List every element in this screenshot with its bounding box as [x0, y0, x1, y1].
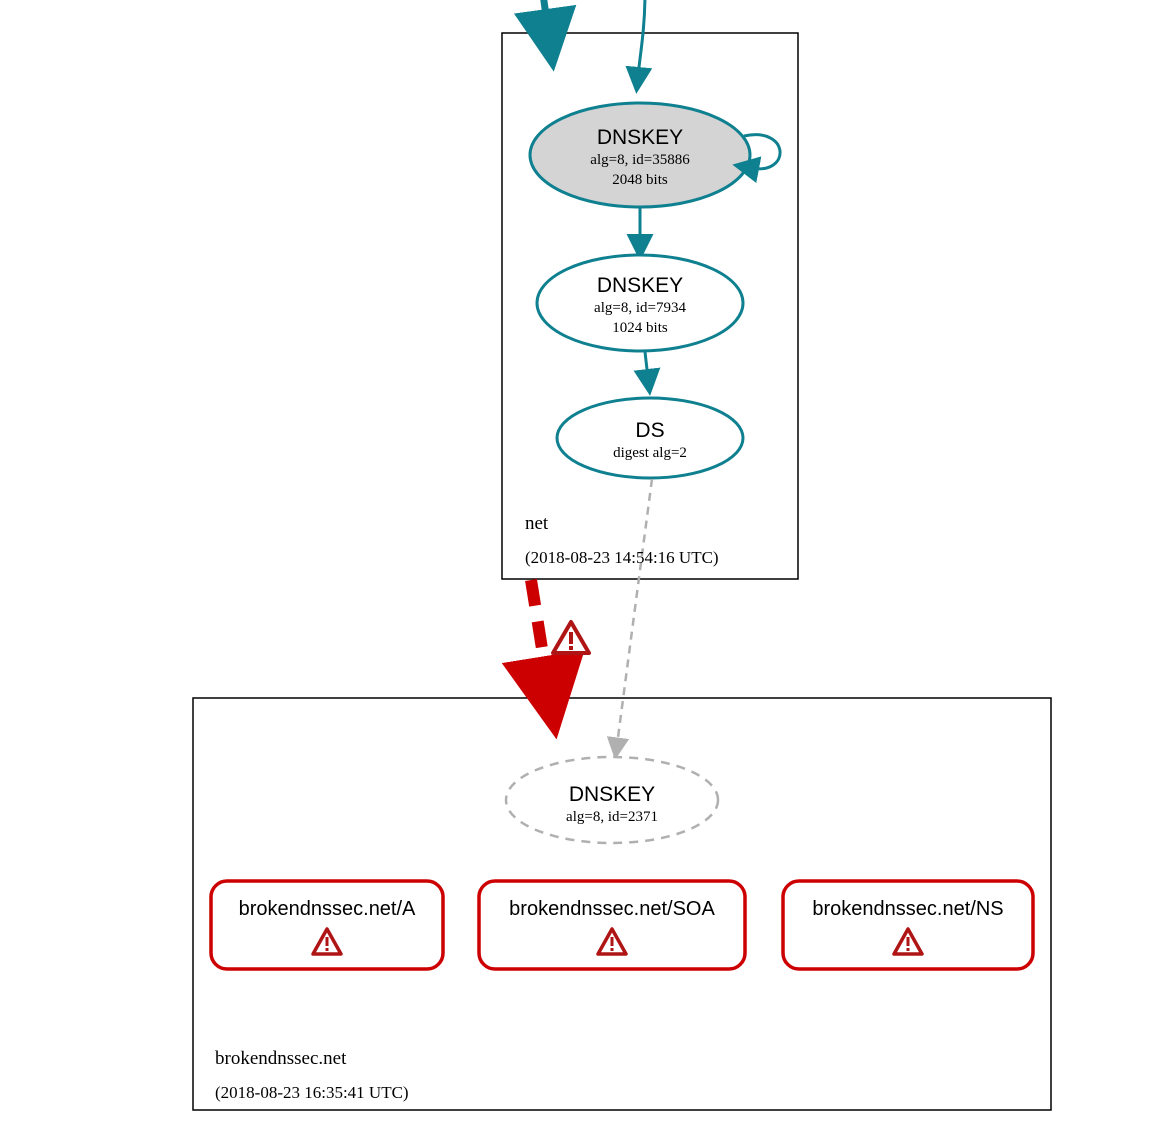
node-title: DNSKEY — [596, 126, 684, 149]
edge-delegation-bogus — [531, 580, 548, 686]
node-subtitle-2: 1024 bits — [612, 320, 668, 336]
record-label-a: brokendnssec.net/A — [238, 898, 416, 920]
node-subtitle-2: 2048 bits — [612, 172, 668, 188]
warning-triangle-icon — [553, 622, 589, 653]
zone-label-net: net — [525, 513, 549, 534]
node-subtitle-1: digest alg=2 — [613, 445, 687, 461]
node-subtitle-1: alg=8, id=2371 — [566, 809, 658, 825]
node-brokendnssec-dnskey[interactable] — [506, 757, 718, 843]
record-box-a[interactable] — [211, 881, 443, 969]
node-net-zsk[interactable] — [537, 255, 743, 351]
record-box-soa[interactable] — [479, 881, 745, 969]
record-box-ns[interactable] — [783, 881, 1033, 969]
node-net-ds[interactable] — [557, 398, 743, 478]
node-subtitle-1: alg=8, id=35886 — [590, 152, 690, 168]
node-title: DNSKEY — [596, 274, 684, 297]
zone-timestamp-brokendnssec: (2018-08-23 16:35:41 UTC) — [215, 1083, 409, 1102]
record-label-soa: brokendnssec.net/SOA — [509, 898, 715, 920]
node-title: DNSKEY — [568, 783, 656, 806]
zone-label-brokendnssec: brokendnssec.net — [215, 1048, 347, 1069]
record-label-ns: brokendnssec.net/NS — [812, 898, 1004, 920]
edge-incoming-left — [543, 0, 548, 30]
zone-timestamp-net: (2018-08-23 14:54:16 UTC) — [525, 548, 719, 567]
node-net-ksk[interactable] — [530, 103, 750, 207]
node-title: DS — [635, 419, 665, 442]
node-subtitle-1: alg=8, id=7934 — [594, 300, 686, 316]
